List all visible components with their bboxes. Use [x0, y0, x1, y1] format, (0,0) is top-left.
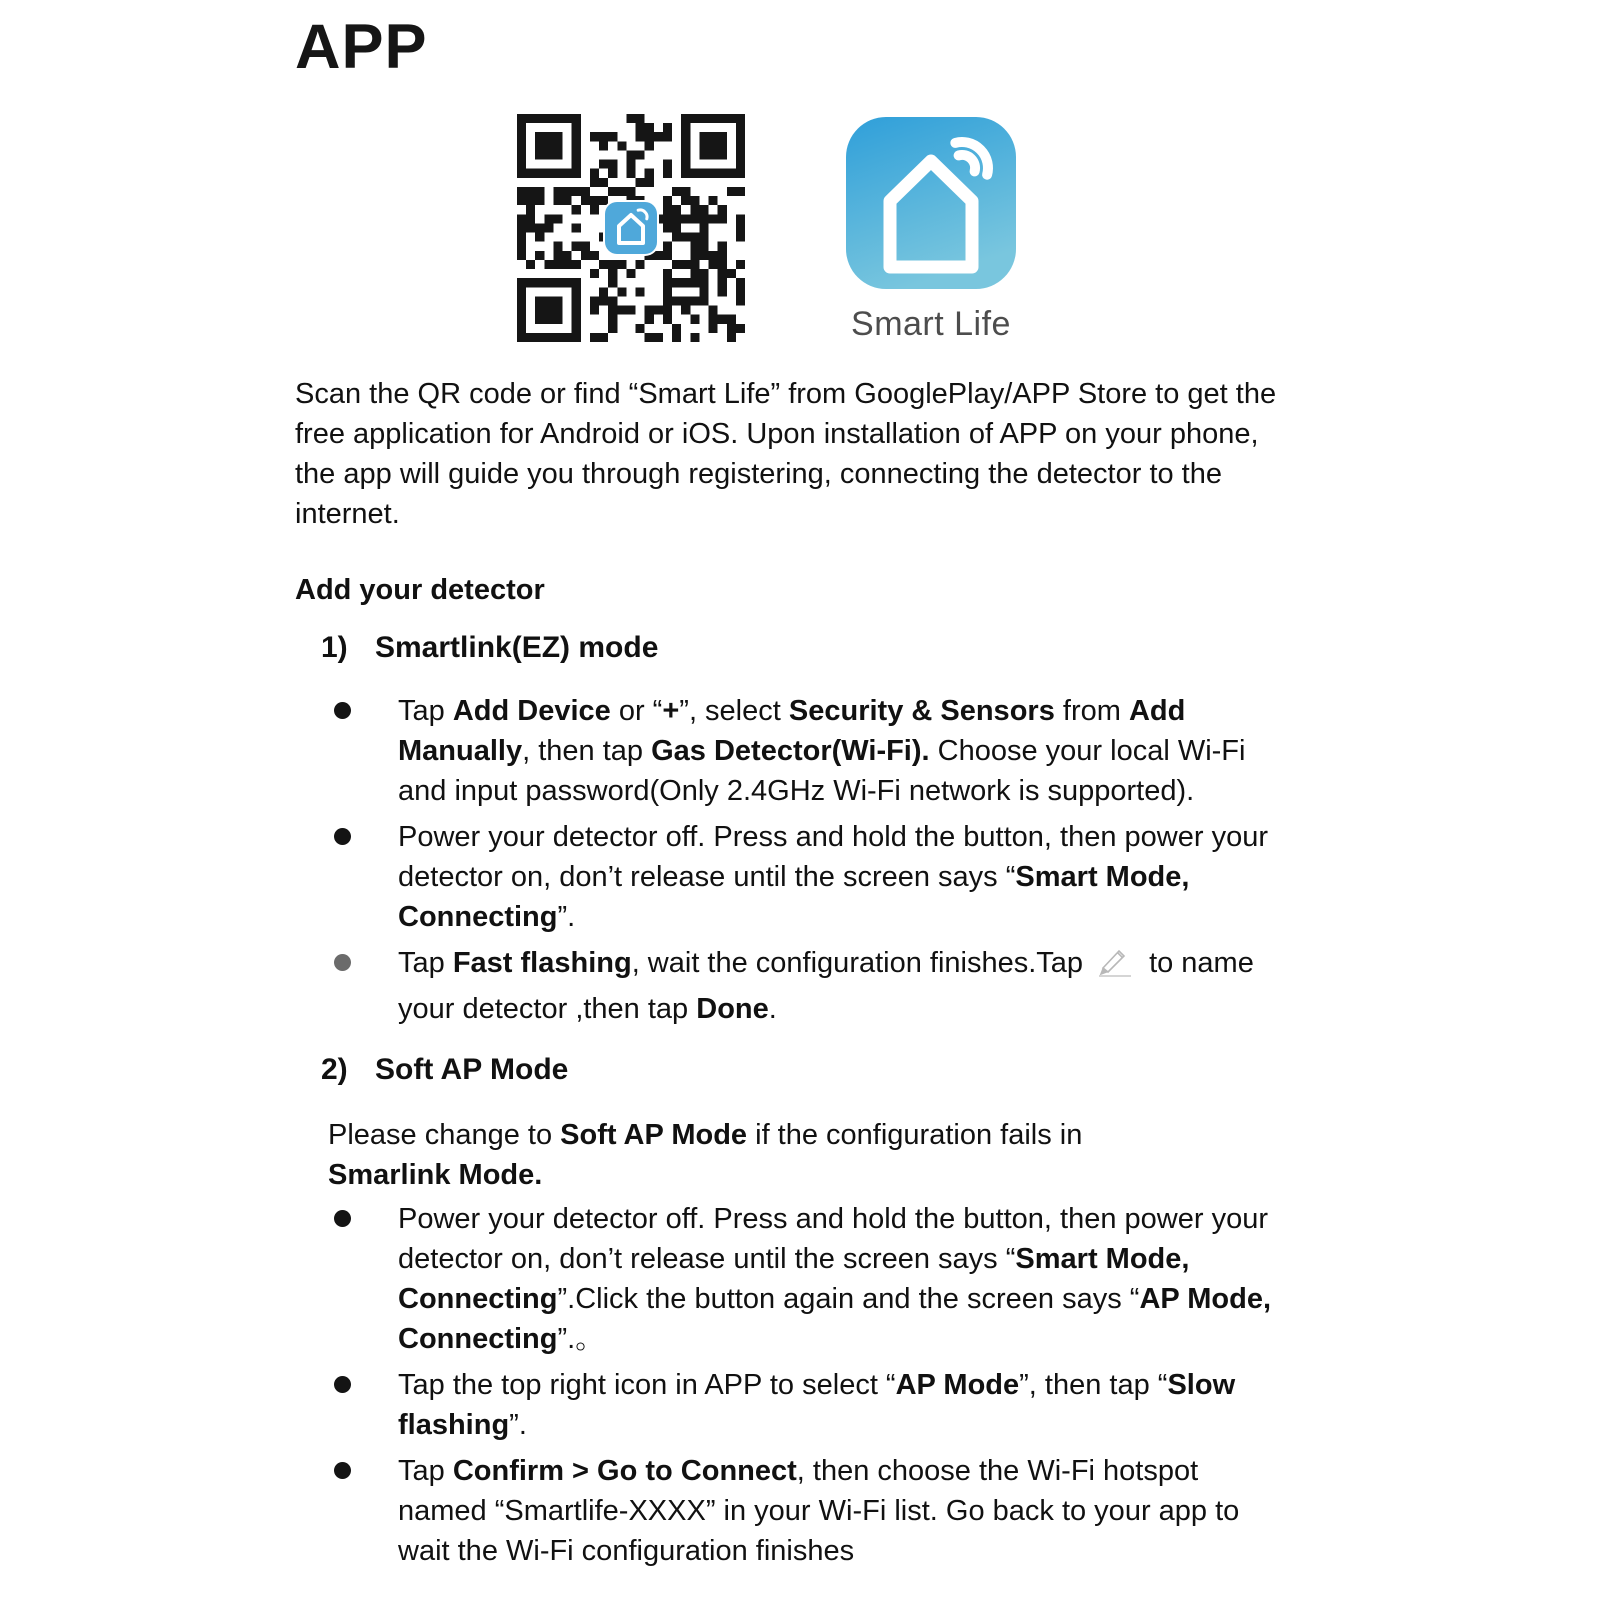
list-item [295, 1199, 1273, 1359]
text: ”.Click the button again and the screen says “ [557, 1283, 1140, 1316]
add-detector-heading: Add your detector [295, 574, 545, 607]
intro-paragraph: Scan the QR code or find “Smart Life” from GooglePlay/APP Store to get the free application for Android or iOS. Upon installation of APP on your phone, the app will guide you through registering, connecting the detector to the internet. [295, 378, 1277, 531]
text: Choose your local Wi-Fi and input password(Only 2.4GHz Wi-Fi network is supported). [398, 735, 1246, 808]
text: if the configuration fails in [747, 1119, 1083, 1152]
text: to name your detector ,then tap [398, 947, 1254, 1026]
section-1-heading [321, 631, 1600, 665]
list-item [295, 691, 1273, 811]
text: . [768, 993, 777, 1026]
bold-text: Fast flashing [452, 947, 632, 980]
text: Please change to [328, 1119, 561, 1152]
list-item [295, 1365, 1273, 1445]
app-icon-label: Smart Life [851, 305, 1011, 344]
qr-center-logo-icon [602, 199, 660, 257]
bold-text: AP Mode, Connecting [398, 1283, 1272, 1356]
bold-text: + [662, 695, 680, 728]
list-item [295, 1451, 1273, 1571]
text: Tap the top right icon in APP to select “ [398, 1369, 896, 1402]
bold-text: Smarlink Mode. [328, 1159, 543, 1192]
bold-text: Done [696, 993, 769, 1026]
section-2-number: 2) [321, 1053, 348, 1087]
bold-text: Gas Detector(Wi-Fi). [651, 735, 930, 768]
bold-text: Confirm > Go to Connect [452, 1455, 797, 1488]
text: Tap [398, 695, 453, 728]
section-2-heading [321, 1053, 1600, 1087]
text: Power your detector off. Press and hold the button, then power your detector on, don’t release until the screen says “ [398, 1203, 1268, 1276]
section-2-bullet-list [295, 1199, 1273, 1571]
section-2-title: Soft AP Mode [375, 1053, 569, 1087]
page-title: APP [295, 12, 428, 82]
text: ”, then tap “ [1019, 1369, 1168, 1402]
bold-text: Soft AP Mode [560, 1119, 748, 1152]
text: or “ [610, 695, 663, 728]
smart-life-app-icon [846, 117, 1016, 289]
bold-text: Smart Mode, Connecting [398, 861, 1190, 934]
text: Power your detector off. Press and hold the button, then power your detector on, don’t release until the screen says “ [398, 821, 1268, 894]
text: , then choose the Wi-Fi hotspot named “Smartlife-XXXX” in your Wi-Fi list. Go back to your app to wait the Wi-Fi configuration finishes [398, 1455, 1240, 1568]
bold-text: Security & Sensors [788, 695, 1055, 728]
list-item [295, 817, 1273, 937]
figure-row [295, 114, 1600, 344]
text: from [1054, 695, 1129, 728]
section-2-paragraph [328, 1115, 1186, 1195]
bold-text: Add Manually [398, 695, 1186, 768]
edit-pencil-icon [1093, 944, 1137, 989]
bold-text: AP Mode [895, 1369, 1020, 1402]
text: Tap [398, 1455, 453, 1488]
text: ”, select [679, 695, 789, 728]
bold-text: Add Device [452, 695, 611, 728]
text: ”. [557, 901, 576, 934]
text: Tap [398, 947, 453, 980]
text: , wait the configuration finishes.Tap [631, 947, 1084, 980]
app-icon-block [845, 117, 1017, 344]
bold-text: Smart Mode, Connecting [398, 1243, 1190, 1316]
qr-code [517, 114, 745, 342]
section-1-title: Smartlink(EZ) mode [375, 631, 659, 665]
text: ”. [509, 1409, 527, 1442]
section-1-bullet-list [295, 691, 1273, 1029]
bold-text: Slow flashing [398, 1369, 1236, 1442]
text: , then tap [522, 735, 652, 768]
section-1-number: 1) [321, 631, 348, 665]
list-item [295, 943, 1273, 1029]
text: ”.。 [557, 1323, 605, 1356]
